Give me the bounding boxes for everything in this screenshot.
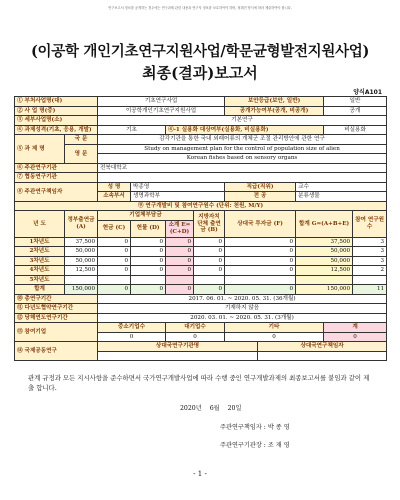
large-companies-value: 0: [166, 332, 225, 342]
year-label: 3차년도: [15, 256, 65, 266]
pi-dept-label: 소속부서: [98, 192, 131, 202]
cash-value: [98, 275, 131, 285]
row-sub-program: [15, 116, 387, 126]
etc-value: 0: [225, 247, 296, 257]
partner-researcher-value: [258, 351, 387, 361]
coop-institution-label: ⑦ 협동연구기관: [15, 173, 98, 183]
small-companies-value: 0: [98, 332, 166, 342]
total-value: 37,500: [296, 237, 353, 247]
ministry-program-value: 기초연구사업: [98, 97, 225, 107]
researchers-value: 3: [353, 247, 387, 257]
cash-value: 0: [98, 247, 131, 257]
govt-value: 50,000: [65, 256, 98, 266]
etc-value: 0: [225, 237, 296, 247]
govt-value: 37,500: [65, 237, 98, 247]
institution-head-signature-line: 주관연구기관장 : 조 재 영: [220, 442, 290, 449]
pi-label: ⑧ 주관연구책임자: [15, 182, 98, 201]
current-period-value: 2020. 03. 01. ~ 2020. 05. 31. (3개월): [98, 313, 387, 323]
other-companies-value: 0: [225, 332, 324, 342]
project-title-eng-value-2: Korean fishes based on sensory organs: [98, 154, 387, 164]
kind-value: [131, 275, 166, 285]
project-type-label: ④ 과제성격(기초, 응용, 개발): [15, 125, 98, 135]
budget-row-year3: [15, 256, 387, 266]
year-label: 2차년도: [15, 247, 65, 257]
etc-value: 0: [225, 266, 296, 276]
col-researchers-header: 참여 연구원수: [353, 211, 387, 238]
total-value: 50,000: [296, 247, 353, 257]
budget-row-year2: [15, 247, 387, 257]
small-companies-label: 중소기업수: [98, 323, 166, 333]
kind-total: 0: [131, 285, 166, 295]
cash-value: 0: [98, 237, 131, 247]
project-title-kor-value: 감각기관을 통한 국내 외래어류의 개체군 조절 관리방안에 관한 연구: [98, 135, 387, 145]
local-total: 0: [194, 285, 225, 295]
budget-heading: ⑨ 연구개발비 및 참여연구원수 (단위: 천원, M/Y): [15, 201, 387, 211]
govt-value: [65, 275, 98, 285]
row-lead-institution: [15, 163, 387, 173]
sub-value: 0: [166, 237, 194, 247]
col-kind-header: 현물 (D): [131, 220, 166, 237]
researchers-value: 2: [353, 266, 387, 276]
govt-value: 12,500: [65, 266, 98, 276]
col-year-header: 년 도: [15, 211, 65, 238]
kind-value: 0: [131, 237, 166, 247]
grand-total: 150,000: [296, 285, 353, 295]
cash-value: 0: [98, 256, 131, 266]
row-budget-header-1: [15, 211, 387, 221]
header-note: 연구보고서 정보를 공개하는 경우에는 연구과제 관련 내용과 연구자 정보를 보호하여야 하며, 정해진 양식에 따라 제출하여야 합니다.: [108, 6, 292, 10]
row-coop-institution: [15, 173, 387, 183]
col-govt-header: 정부출연금 (A): [65, 211, 98, 238]
budget-row-year4: [15, 266, 387, 276]
security-level-value: 일반: [324, 97, 387, 107]
report-form-table: [14, 96, 387, 361]
pi-name-value: 박종영: [131, 182, 225, 192]
total-value: [296, 275, 353, 285]
commercialization-label: ④-1 실용화 대상여부(실용화, 비실용화): [166, 125, 324, 135]
govt-value: 50,000: [65, 247, 98, 257]
security-level-label: 보안등급(보안, 일반): [225, 97, 324, 107]
col-cash-header: 현금 (C): [98, 220, 131, 237]
sub-value: [166, 275, 194, 285]
local-value: 0: [194, 237, 225, 247]
year-label: 5차년도: [15, 275, 65, 285]
page-number: - 1 -: [193, 470, 207, 478]
row-international-head: [15, 342, 387, 352]
project-title-kor-label: 국 문: [65, 135, 98, 145]
coop-institution-value: [98, 173, 387, 183]
program-name-label: ② 사 업 명(중): [15, 106, 98, 116]
local-value: 0: [194, 247, 225, 257]
row-multiyear-period: [15, 304, 387, 314]
project-title-eng-value-1: Study on management plan for the control of population size of alien: [98, 144, 387, 154]
lead-institution-value: 전북대학교: [98, 163, 387, 173]
year-label: 1차년도: [15, 237, 65, 247]
year-label: 4차년도: [15, 266, 65, 276]
row-total-period: [15, 294, 387, 304]
kind-value: 0: [131, 256, 166, 266]
pi-dept-value: 생명과학부: [131, 192, 225, 202]
row-pi-name: [15, 182, 387, 192]
sub-value: 0: [166, 247, 194, 257]
sub-program-value: 기본연구: [98, 116, 387, 126]
pi-major-label: 전 공: [225, 192, 296, 202]
researchers-value: 3: [353, 237, 387, 247]
local-value: 0: [194, 256, 225, 266]
kind-value: 0: [131, 247, 166, 257]
international-label: ⑭ 국제공동연구: [15, 342, 98, 361]
project-type-value: 기초: [98, 125, 166, 135]
submission-date: 2020년 6월 20일: [180, 405, 242, 412]
form-id: 양식A101: [353, 89, 382, 96]
pi-signature-line: 주관연구책임자 : 박 종 영: [220, 424, 290, 431]
sub-value: 0: [166, 256, 194, 266]
companies-total-value: 0: [324, 332, 387, 342]
ministry-program-label: ① 부처사업명(대): [15, 97, 98, 107]
pi-position-label: 직급(직위): [225, 182, 296, 192]
current-period-label: ⑫ 당해연도연구기간: [15, 313, 98, 323]
etc-value: 0: [225, 256, 296, 266]
project-title-eng-label: 영 문: [65, 144, 98, 163]
row-budget-heading: [15, 201, 387, 211]
submission-statement: 관계 규정과 모든 지시사항을 준수하면서 국가연구개발사업에 따라 수행 중인 연구개발과제의 최종보고서를 붙임과 같이 제출 합니다.: [28, 374, 370, 392]
col-etc-header: 상대국 투자금 (F): [225, 211, 296, 238]
other-companies-label: 기타: [225, 323, 324, 333]
sub-value: 0: [166, 266, 194, 276]
pi-major-value: 분류생물: [296, 192, 387, 202]
kind-value: 0: [131, 266, 166, 276]
etc-total: 0: [225, 285, 296, 295]
researchers-value: [353, 275, 387, 285]
partner-researcher-label: 상대국연구책임자: [258, 342, 387, 352]
large-companies-label: 대기업수: [166, 323, 225, 333]
disclosure-value: 공개: [324, 106, 387, 116]
researchers-total: 11: [353, 285, 387, 295]
total-period-label: ⑩ 총연구기간: [15, 294, 98, 304]
report-subtitle: 최종(결과)보고서: [142, 64, 258, 82]
total-value: 12,500: [296, 266, 353, 276]
budget-row-total: [15, 285, 387, 295]
budget-row-year1: [15, 237, 387, 247]
etc-value: [225, 275, 296, 285]
row-project-type: [15, 125, 387, 135]
col-local-header: 지방자치 단체 출연금 (B): [194, 211, 225, 238]
local-value: 0: [194, 266, 225, 276]
pi-name-label: 성 명: [98, 182, 131, 192]
row-ministry-program: [15, 97, 387, 107]
col-corp-header: 기업체부담금: [98, 211, 194, 221]
col-sub-header: 소계 E=(C+D): [166, 220, 194, 237]
row-program-name: [15, 106, 387, 116]
total-value: 50,000: [296, 256, 353, 266]
row-current-period: [15, 313, 387, 323]
total-row-label: 합계: [15, 285, 65, 295]
pi-position-value: 교수: [296, 182, 387, 192]
sub-program-label: ③ 세부사업명(소): [15, 116, 98, 126]
cash-total: 0: [98, 285, 131, 295]
budget-row-year5: [15, 275, 387, 285]
partner-institution-value: [98, 351, 258, 361]
row-project-title-eng: [15, 144, 387, 154]
multiyear-period-label: ⑪ 다년도협약연구기간: [15, 304, 98, 314]
total-period-value: 2017. 06. 01. ~ 2020. 05. 31. (36개월): [98, 294, 387, 304]
participating-companies-label: ⑬ 참여기업: [15, 323, 98, 342]
col-total-header: 합계 G=(A+B+E): [296, 211, 353, 238]
researchers-value: 3: [353, 256, 387, 266]
govt-total: 150,000: [65, 285, 98, 295]
companies-total-label: 계: [324, 323, 387, 333]
cash-value: 0: [98, 266, 131, 276]
local-value: [194, 275, 225, 285]
row-project-title-kor: [15, 135, 387, 145]
partner-institution-label: 상대국연구기관명: [98, 342, 258, 352]
row-participating-companies-head: [15, 323, 387, 333]
report-title: (이공학 개인기초연구지원사업/학문균형발전지원사업): [30, 43, 370, 60]
sub-total: 0: [166, 285, 194, 295]
program-name-value: 이공학개인기초연구지원사업: [98, 106, 225, 116]
multiyear-period-value: 기재하지 않음: [98, 304, 387, 314]
disclosure-label: 공개가능여부(공개, 비공개): [225, 106, 324, 116]
project-title-label: ⑤ 과 제 명: [15, 135, 65, 164]
lead-institution-label: ⑥ 주관연구기관: [15, 163, 98, 173]
commercialization-value: 비실용화: [324, 125, 387, 135]
